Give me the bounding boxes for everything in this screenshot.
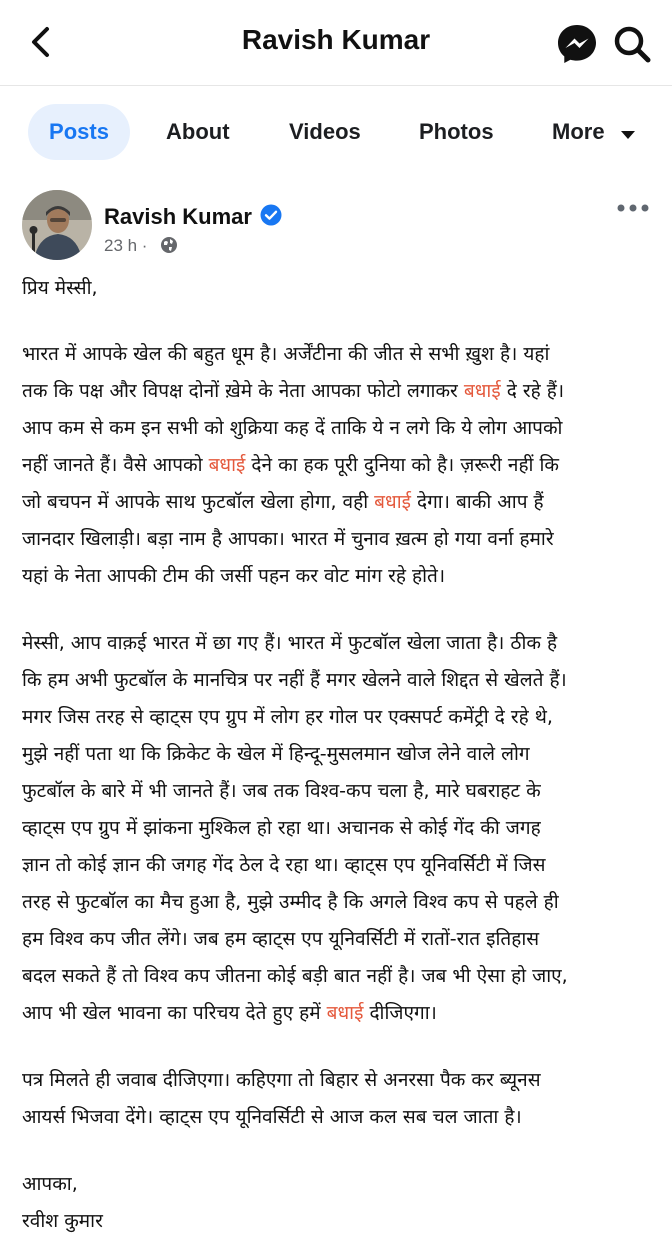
text-segment: दीजिएगा। — [363, 1002, 437, 1024]
profile-tabs — [0, 100, 672, 164]
tab-more-label: More — [552, 119, 605, 144]
text-segment: हम विश्व कप जीत लेंगे। जब हम व्हाट्स एप यूनिवर्सिटी में रातों-रात इतिहास — [22, 928, 540, 950]
signature: रवीश कुमार — [22, 1210, 103, 1232]
post-timestamp[interactable]: 23 h · — [104, 236, 148, 255]
text-segment: तरह से फुटबॉल का मैच हुआ है, मुझे उम्मीद है कि अगले विश्व कप से पहले ही — [22, 891, 559, 913]
tab-photos[interactable] — [419, 104, 494, 160]
post-text-line — [22, 1062, 662, 1099]
text-segment: आप भी खेल भावना का परिचय देते हुए हमें — [22, 1002, 327, 1024]
search-icon — [610, 22, 654, 66]
post-text-line — [22, 447, 662, 484]
profile-photo — [22, 190, 92, 260]
post-text-line — [22, 884, 662, 921]
search-button[interactable] — [610, 22, 654, 66]
highlighted-word[interactable]: बधाई — [208, 454, 246, 476]
post-text-line — [22, 810, 662, 847]
text-segment: व्हाट्स एप ग्रुप में झांकना मुश्किल हो रहा था। अचानक से कोई गेंद की जगह — [22, 817, 541, 839]
tab-videos[interactable] — [289, 104, 361, 160]
tab-posts-label: Posts — [49, 119, 109, 144]
tab-about-label: About — [166, 119, 230, 144]
text-segment: आप कम से कम इन सभी को शुक्रिया कह दें ताकि ये न लगे कि ये लोग आपको — [22, 417, 563, 439]
post-text-line — [22, 699, 662, 736]
post-text-line — [22, 521, 662, 558]
text-segment: देने का हक पूरी दुनिया को है। ज़रूरी नहीं कि — [245, 454, 560, 476]
greeting: प्रिय मेस्सी, — [22, 277, 98, 299]
closing-line: आपका, — [22, 1173, 78, 1195]
highlighted-word[interactable]: बधाई — [463, 380, 501, 402]
globe-icon — [160, 236, 178, 254]
tab-photos-label: Photos — [419, 119, 494, 144]
post-author-name[interactable]: Ravish Kumar — [104, 204, 252, 229]
messenger-button[interactable] — [555, 22, 599, 66]
highlighted-word[interactable]: बधाई — [326, 1002, 364, 1024]
text-segment: ज्ञान तो कोई ज्ञान की जगह गेंद ठेल दे रहा था। व्हाट्स एप यूनिवर्सिटी में जिस — [22, 854, 546, 876]
tab-posts[interactable] — [28, 104, 130, 160]
avatar[interactable] — [22, 190, 92, 260]
text-segment: मुझे नहीं पता था कि क्रिकेट के खेल में हिन्दू-मुसलमान खोज लेने वाले लोग — [22, 743, 530, 765]
text-segment: कि हम अभी फुटबॉल के मानचित्र पर नहीं हैं मगर खेलने वाले शिद्दत से खेलते हैं। — [22, 669, 567, 691]
tab-about[interactable] — [166, 104, 230, 160]
highlighted-word[interactable]: बधाई — [374, 491, 411, 513]
text-segment: जानदार खिलाड़ी। बड़ा नाम है आपका। भारत में चुनाव ख़त्म हो गया वर्ना हमारे — [22, 528, 554, 550]
text-segment: आयर्स भिजवा देंगे। व्हाट्स एप यूनिवर्सिटी से आज कल सब चल जाता है। — [22, 1106, 522, 1128]
post-header — [0, 190, 672, 270]
post-text-line — [22, 736, 662, 773]
page-title: Ravish Kumar — [241, 24, 431, 55]
text-segment: भारत में आपके खेल की बहुत धूम है। अर्जेंटीना की जीत से सभी ख़ुश है। यहां — [22, 343, 550, 365]
post-text-line — [22, 336, 662, 373]
more-dots-icon — [616, 198, 650, 218]
tab-more[interactable] — [552, 104, 635, 160]
caret-down-icon — [621, 105, 635, 161]
post-text-line — [22, 1099, 662, 1136]
text-segment: मगर जिस तरह से व्हाट्स एप ग्रुप में लोग हर गोल पर एक्सपर्ट कमेंट्री दे रहे थे, — [22, 706, 553, 728]
post-text-line — [22, 958, 662, 995]
post-body — [22, 270, 662, 1240]
post-text-line — [22, 921, 662, 958]
post-text-line — [22, 995, 662, 1032]
text-segment: फुटबॉल के बारे में भी जानते हैं। जब तक विश्व-कप चला है, मारे घबराहट के — [22, 780, 541, 802]
post-text-line — [22, 625, 662, 662]
text-segment: जो बचपन में आपके साथ फुटबॉल खेला होगा, वही — [22, 491, 375, 513]
post-text-line — [22, 773, 662, 810]
post-text-line — [22, 484, 662, 521]
post-text-line — [22, 558, 662, 595]
post-options-button[interactable] — [616, 198, 650, 218]
post-text-line — [22, 373, 662, 410]
text-segment: मेस्सी, आप वाक़ई भारत में छा गए हैं। भारत में फुटबॉल खेला जाता है। ठीक है — [22, 632, 558, 654]
paragraph-1 — [22, 336, 662, 595]
paragraph-2 — [22, 625, 662, 1032]
text-segment: तक कि पक्ष और विपक्ष दोनों ख़ेमे के नेता आपका फोटो लगाकर — [22, 380, 464, 402]
text-segment: यहां के नेता आपकी टीम की जर्सी पहन कर वोट मांग रहे होते। — [22, 565, 446, 587]
post-text-line — [22, 662, 662, 699]
post-text-line — [22, 410, 662, 447]
text-segment: पत्र मिलते ही जवाब दीजिएगा। कहिएगा तो बिहार से अनरसा पैक कर ब्यूनस — [22, 1069, 541, 1091]
verified-badge-icon — [260, 204, 282, 226]
text-segment: दे रहे हैं। — [500, 380, 565, 402]
text-segment: नहीं जानते हैं। वैसे आपको — [22, 454, 209, 476]
top-app-bar — [0, 0, 672, 86]
messenger-icon — [555, 22, 599, 66]
text-segment: देगा। बाकी आप हैं — [410, 491, 544, 513]
text-segment: बदल सकते हैं तो विश्व कप जीतना कोई बड़ी बात नहीं है। जब भी ऐसा हो जाए, — [22, 965, 568, 987]
tab-videos-label: Videos — [289, 119, 361, 144]
paragraph-3 — [22, 1062, 662, 1136]
post-text-line — [22, 847, 662, 884]
